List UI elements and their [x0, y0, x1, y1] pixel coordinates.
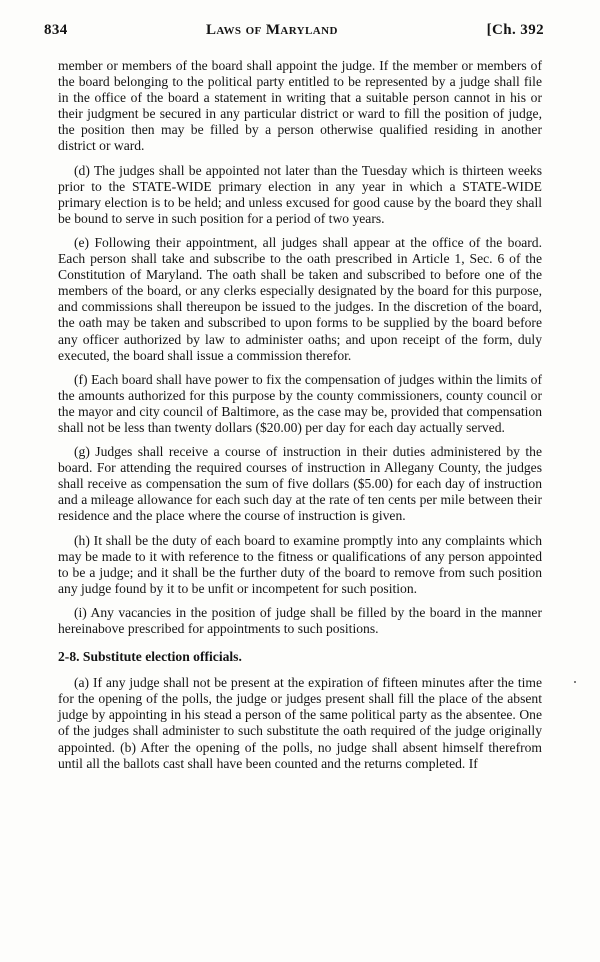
running-title: Laws of Maryland — [206, 22, 338, 38]
paragraph-e: (e) Following their appointment, all judges shall appear at the office of the board. Each person shall take and subscribe to the oath prescribed in Article 1, Sec. 6 of the Constitution of Maryland. The oath shall be taken and subscribed to before one of the members of the board, or any clerks especially designated by the board for this purpose, and commissions shall thereupon be issued to the judges. In the discretion of the board, the oath may be taken and subscribed to upon forms to be supplied by the board before any officer authorized by law to administer oaths; and upon receipt of the form, duly executed, the board shall issue a commission therefor. — [58, 234, 542, 363]
paragraph-f: (f) Each board shall have power to fix the compensation of judges within the limits of the amounts authorized for this purpose by the county commissioners, county council or the mayor and city council of Baltimore, as the case may be, provided that compensation shall not be less than twenty dollars ($20.00) per day for each day actually served. — [58, 371, 542, 435]
page-header — [44, 22, 544, 46]
page-number: 834 — [44, 22, 68, 38]
paragraph-continuation: member or members of the board shall appoint the judge. If the member or members of the board belonging to the political party entitled to be represented by a judge shall file in the office of the board a statement in writing that a suitable person cannot in his or their judgment be secured in any particular district or ward to fill the position of judge, the position then may be filled by a person otherwise qualified residing in another district or ward. — [58, 58, 542, 154]
section-paragraph: (a) If any judge shall not be present at the expiration of fifteen minutes after the time for the opening of the polls, the judge or judges present shall fill the place of the absent judge by appointing in his stead a person of the same political party as the absentee. One of the judges shall administer to such substitute the oath required of the judge originally appointed. (b) After the opening of the polls, no judge shall absent himself therefrom until all the ballots cast shall have been counted and the returns completed. If — [58, 675, 542, 771]
chapter-label: [Ch. 392 — [486, 22, 544, 38]
paragraph-h: (h) It shall be the duty of each board to examine promptly into any complaints which may be made to it with reference to the fitness or qualifications of any person appointed to be a judge; and it shall be the further duty of the board to remove from such position any judge found by it to be unfit or incompetent for such position. — [58, 532, 542, 596]
section-heading: 2-8. Substitute election officials. — [58, 649, 242, 665]
paragraph-i: (i) Any vacancies in the position of judge shall be filled by the board in the manner hereinabove prescribed for appointments to such positions. — [58, 604, 542, 636]
paragraph-d: (d) The judges shall be appointed not later than the Tuesday which is thirteen weeks prior to the STATE-WIDE primary election in any year in which a STATE-WIDE primary election is to be held; and unless excused for good cause by the board they shall be bound to serve in such position for a period of two years. — [58, 162, 542, 226]
scan-speck — [574, 681, 576, 683]
page-body — [58, 58, 542, 780]
paragraph-g: (g) Judges shall receive a course of instruction in their duties administered by the board. For attending the required courses of instruction in Allegany County, the judges shall receive as compensation the sum of five dollars ($5.00) for each day of instruction and a mileage allowance for each such day at the rate of ten cents per mile between their residence and the place where the course of instruction is given. — [58, 444, 542, 524]
